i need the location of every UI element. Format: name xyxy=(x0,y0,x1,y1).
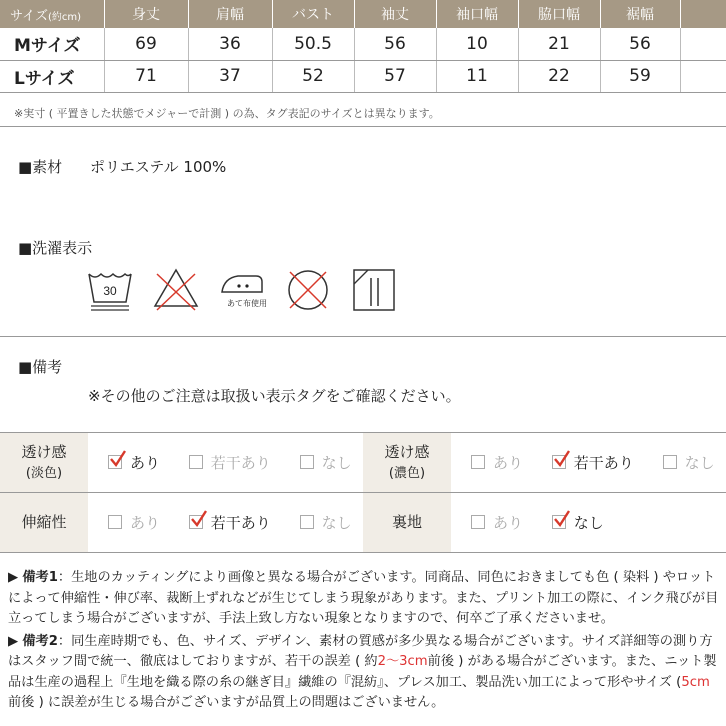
table-cell: 57 xyxy=(354,60,436,92)
col-header: バスト xyxy=(272,0,354,28)
option[interactable]: なし xyxy=(300,512,352,533)
table-cell: 59 xyxy=(600,60,680,92)
option[interactable]: あり xyxy=(471,512,523,533)
remark-text: ※その他のご注意は取扱い表示タグをご確認ください。 xyxy=(88,387,461,405)
table-cell-empty xyxy=(680,60,726,92)
check-icon xyxy=(554,510,570,528)
col-header: 裾幅 xyxy=(600,0,680,28)
feel-label: 伸縮性 xyxy=(0,493,88,553)
feel-label: 透け感 (淡色) xyxy=(0,433,88,493)
size-header-cell: サイズ(約cm) xyxy=(0,0,104,28)
row-label: Mサイズ xyxy=(0,28,104,60)
table-cell: 52 xyxy=(272,60,354,92)
care-icons xyxy=(86,266,398,314)
remark-1: ▶ 備考1：生地のカッティングにより画像と異なる場合がございます。同商品、同色におきましても色 ( 染料 ) やロットによって伸縮性・伸び率、裁断上ずれなどが生じてしまう現象があります。また、プリント加工の際に、インク飛びが目立ってしまう場合がございますが、手法上致し方ない現象となりますので、何卒ご了承くださいませ。 xyxy=(8,570,719,626)
check-icon xyxy=(554,450,570,468)
table-cell: 36 xyxy=(188,28,272,60)
col-header: 身丈 xyxy=(104,0,188,28)
table-cell: 50.5 xyxy=(272,28,354,60)
row-label: Lサイズ xyxy=(0,60,104,92)
checkbox[interactable] xyxy=(300,455,314,469)
checkbox[interactable] xyxy=(189,515,203,529)
table-cell: 69 xyxy=(104,28,188,60)
checkbox[interactable] xyxy=(471,515,485,529)
table-cell: 21 xyxy=(518,28,600,60)
line-dry-shade-icon xyxy=(350,266,398,314)
size-header-row xyxy=(0,0,726,28)
measure-note: ※実寸 ( 平置きした状態でメジャーで計測 ) の為、タグ表記のサイズとは異なります。 xyxy=(14,107,440,120)
remarks xyxy=(8,568,720,714)
remark-label: ■備考 xyxy=(18,358,63,376)
material-value: ポリエステル 100% xyxy=(90,158,227,176)
feel-row xyxy=(0,493,726,553)
option[interactable]: なし xyxy=(663,452,715,473)
option-checked[interactable]: あり xyxy=(108,452,160,473)
iron-with-cloth-icon xyxy=(218,266,266,314)
col-header-empty xyxy=(680,0,726,28)
feel-options xyxy=(451,433,726,493)
table-cell: 56 xyxy=(600,28,680,60)
checkbox[interactable] xyxy=(663,455,677,469)
checkbox[interactable] xyxy=(300,515,314,529)
option[interactable]: あり xyxy=(471,452,523,473)
feel-label: 透け感 (濃色) xyxy=(363,433,451,493)
option[interactable]: あり xyxy=(108,512,160,533)
feel-options xyxy=(451,493,726,553)
option-checked[interactable]: 若干あり xyxy=(552,452,634,473)
material-label: ■素材 xyxy=(18,158,63,176)
checkbox[interactable] xyxy=(108,455,122,469)
remark-2: ▶ 備考2：同生産時期でも、色、サイズ、デザイン、素材の質感が多少異なる場合がございます。サイズ詳細等の測り方はスタッフ間で統一、徹底はしておりますが、若干の誤差 ( 約2〜3cm前後 ) がある場合がございます。また、ニット製品は生産の過程上『生地を織る際の糸の継ぎ目』繊維の『混紡』、プレス加工、製品洗い加工によって形やサイズ (5cm前後 ) に誤差が生じる場合がございますが品質上の問題はございません。 xyxy=(8,633,717,710)
checkbox[interactable] xyxy=(189,455,203,469)
col-header: 脇口幅 xyxy=(518,0,600,28)
option-checked[interactable]: なし xyxy=(552,512,604,533)
table-cell: 71 xyxy=(104,60,188,92)
table-cell: 11 xyxy=(436,60,518,92)
no-bleach-icon xyxy=(152,266,200,314)
wash-temp: 30 xyxy=(103,284,117,298)
table-cell: 10 xyxy=(436,28,518,60)
divider xyxy=(0,336,726,337)
divider xyxy=(0,126,726,127)
wash-30-gentle-icon xyxy=(86,266,134,314)
check-icon xyxy=(191,510,207,528)
option-checked[interactable]: 若干あり xyxy=(189,512,271,533)
feel-options xyxy=(88,433,363,493)
col-header: 袖口幅 xyxy=(436,0,518,28)
table-cell-empty xyxy=(680,28,726,60)
col-header: 肩幅 xyxy=(188,0,272,28)
feel-label: 裏地 xyxy=(363,493,451,553)
feel-options xyxy=(88,493,363,553)
table-cell: 37 xyxy=(188,60,272,92)
table-cell: 56 xyxy=(354,28,436,60)
checkbox[interactable] xyxy=(552,455,566,469)
care-label: ■洗濯表示 xyxy=(18,239,93,257)
option[interactable]: 若干あり xyxy=(189,452,271,473)
checkbox[interactable] xyxy=(552,515,566,529)
table-cell: 22 xyxy=(518,60,600,92)
feel-table xyxy=(0,432,726,553)
checkbox[interactable] xyxy=(108,515,122,529)
check-icon xyxy=(110,450,126,468)
feel-row xyxy=(0,433,726,493)
col-header: 袖丈 xyxy=(354,0,436,28)
table-row xyxy=(0,28,726,60)
no-dry-clean-icon xyxy=(284,266,332,314)
table-row xyxy=(0,60,726,92)
checkbox[interactable] xyxy=(471,455,485,469)
option[interactable]: なし xyxy=(300,452,352,473)
iron-caption: あて布使用 xyxy=(227,299,267,308)
size-table xyxy=(0,0,726,93)
